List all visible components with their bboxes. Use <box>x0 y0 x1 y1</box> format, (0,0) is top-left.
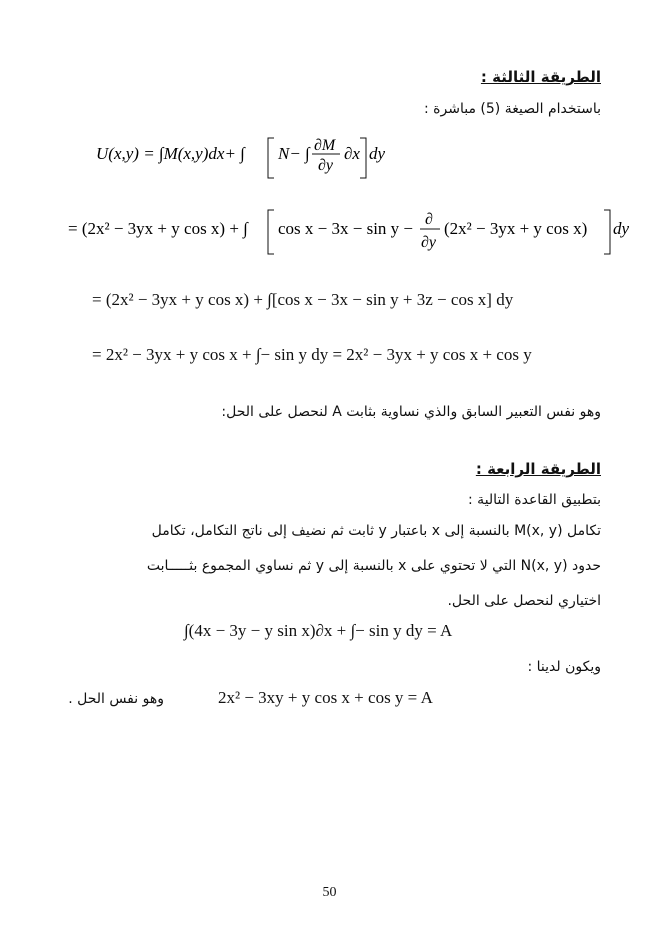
method3-intro: باستخدام الصيغة (5) مباشرة : <box>424 101 601 117</box>
svg-text:∂y: ∂y <box>318 157 334 174</box>
svg-text:∂: ∂ <box>425 211 433 228</box>
method4-line-3: اختياري لنحصل على الحل. <box>447 593 601 609</box>
svg-text:dy: dy <box>369 144 386 163</box>
method3-conclusion: وهو نفس التعبير السابق والذي نساوية بثابت A لنحصل على الحل: <box>221 404 601 420</box>
method4-final: وهو نفس الحل . <box>68 691 164 707</box>
equation-4: = 2x² − 3yx + y cos x + ∫− sin y dy = 2x² − 3yx + y cos x + cos y <box>92 345 532 364</box>
method4-intro: بتطبيق القاعدة التالية : <box>468 492 601 508</box>
method4-line-2: حدود N(x, y) التي لا تحتوي على x بالنسبة إلى y ثم نساوي المجموع بثـــــابت <box>146 558 601 574</box>
equation-1-graphic <box>96 132 396 184</box>
equation-6: 2x² − 3xy + y cos x + cos y = A <box>218 688 433 707</box>
equation-2 <box>68 204 638 261</box>
page-number: 50 <box>322 885 337 900</box>
equation-3: = (2x² − 3yx + y cos x) + ∫[cos x − 3x − sin y + 3z − cos x] dy <box>92 290 514 309</box>
method4-line-1: تكامل M(x, y) بالنسبة إلى x باعتبار y ثابت ثم نضيف إلى ناتج التكامل، تكامل <box>151 523 601 539</box>
method4-line-4: ويكون لدينا : <box>527 659 601 675</box>
svg-text:∂y: ∂y <box>421 234 437 251</box>
method4-heading: الطريقة الرابعة : <box>475 460 601 478</box>
svg-text:∂x: ∂x <box>344 144 360 163</box>
svg-text:(2x² − 3yx + y cos x): (2x² − 3yx + y cos x) <box>444 219 588 238</box>
equation-5: ∫(4x − 3y − y sin x)∂x + ∫− sin y dy = A <box>184 621 453 640</box>
method3-heading: الطريقة الثالثة : <box>480 68 601 86</box>
equation-2-graphic <box>68 204 638 256</box>
svg-text:dy: dy <box>613 219 630 238</box>
svg-text:∂M: ∂M <box>314 137 336 154</box>
svg-text:U(x,y) = ∫M(x,y)dx+ ∫: U(x,y) = ∫M(x,y)dx+ ∫ <box>96 144 245 163</box>
svg-text:N− ∫: N− ∫ <box>278 144 310 163</box>
svg-text:= (2x² − 3yx + y cos x) + ∫: = (2x² − 3yx + y cos x) + ∫ <box>68 219 248 238</box>
svg-text:cos x − 3x − sin y −: cos x − 3x − sin y − <box>278 219 414 238</box>
